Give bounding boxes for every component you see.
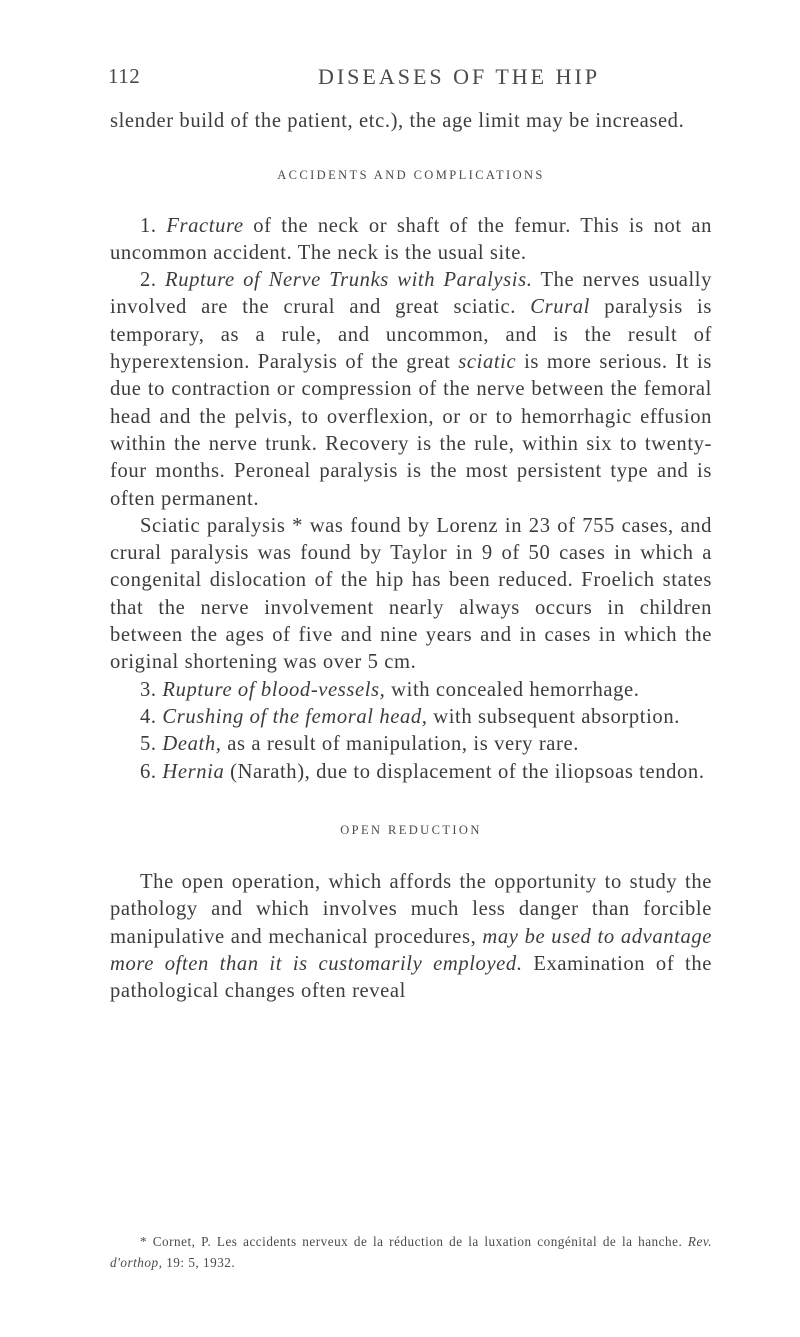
section-heading-open-reduction: OPEN REDUCTION bbox=[340, 822, 482, 837]
paragraph-open-reduction bbox=[110, 869, 712, 1005]
list-item-crushing bbox=[110, 704, 712, 731]
list-item-blood-vessels bbox=[110, 677, 712, 704]
paragraph-emphasis: may be used to advantage more often than it is customarily employed. bbox=[110, 925, 713, 976]
item-number: 3. bbox=[140, 678, 157, 701]
footnote-citation: * Cornet, P. Les accidents nerveux de la réduction de la luxation congénital de la hanche. bbox=[140, 1234, 688, 1249]
item-text: The nerves usually involved are the crural and great sciatic. bbox=[110, 269, 713, 319]
section-heading-accidents: ACCIDENTS AND COMPLICATIONS bbox=[277, 168, 545, 183]
list-item-nerve-rupture bbox=[110, 267, 712, 513]
intro-paragraph: slender build of the patient, etc.), the age limit may be increased. bbox=[110, 110, 685, 132]
item-term-crural: Crural bbox=[530, 296, 590, 319]
list-item-death bbox=[110, 731, 712, 758]
item-text: of the neck or shaft of the femur. This is not an uncommon accident. The neck is the usual site. bbox=[110, 214, 712, 264]
item-text: is more serious. It is due to contraction or compression of the nerve between the femoral head and the pelvis, to overflexion, or or to hemorrhagic effusion within the nerve trunk. Recovery is the rule, within six to twenty-four months. Peroneal paralysis is the most persistent type and is often permanent. bbox=[110, 351, 712, 510]
item-text: (Narath), due to displacement of the iliopsoas tendon. bbox=[224, 760, 705, 783]
item-text: with concealed hemorrhage. bbox=[385, 678, 640, 701]
body-text bbox=[110, 108, 712, 1006]
page-number: 112 bbox=[108, 64, 141, 88]
item-term: Crushing of the femoral head, bbox=[162, 705, 428, 728]
paragraph-text: The open operation, which affords the opportunity to study the pathology and which involves much less danger than forcible manipulative and mechanical procedures, bbox=[110, 871, 712, 948]
item-term-sciatic: sciatic bbox=[458, 351, 517, 374]
list-item-fracture bbox=[110, 213, 712, 268]
item-term: Hernia bbox=[162, 760, 225, 783]
running-head bbox=[108, 64, 712, 94]
item-term: Rupture of Nerve Trunks with Paralysis. bbox=[165, 269, 533, 292]
item-number: 2. bbox=[140, 269, 157, 292]
item-term: Death, bbox=[162, 733, 222, 756]
footnote-journal: Rev. d'orthop, bbox=[110, 1234, 712, 1270]
footnote-text bbox=[110, 1232, 712, 1273]
item-number: 4. bbox=[140, 705, 157, 728]
footnote-volume: 19: 5, 1932. bbox=[162, 1254, 236, 1270]
item-number: 1. bbox=[140, 214, 157, 237]
paragraph-sciatic-paralysis: Sciatic paralysis * was found by Lorenz in 23 of 755 cases, and crural paralysis was found by Taylor in 9 of 50 cases in which a congenital dislocation of the hip has been reduced. Froelich states that the nerve involvement nearly always occurs in children between the ages of five and nine years and in cases in which the original shortening was over 5 cm. bbox=[110, 514, 712, 674]
item-term: Rupture of blood-vessels, bbox=[162, 678, 386, 701]
item-text: with subsequent absorption. bbox=[427, 705, 680, 728]
footnote bbox=[110, 1232, 712, 1273]
paragraph-text: Examination of the pathological changes often reveal bbox=[110, 953, 712, 1003]
item-term: Fracture bbox=[166, 214, 244, 237]
item-text: as a result of manipulation, is very rare. bbox=[221, 733, 579, 756]
item-number: 6. bbox=[140, 760, 157, 783]
list-item-hernia bbox=[110, 759, 712, 786]
item-text: paralysis is temporary, as a rule, and uncommon, and is the result of hyperextension. Paralysis of the great bbox=[110, 296, 712, 374]
item-number: 5. bbox=[140, 733, 157, 756]
book-title: DISEASES OF THE HIP bbox=[317, 64, 601, 89]
